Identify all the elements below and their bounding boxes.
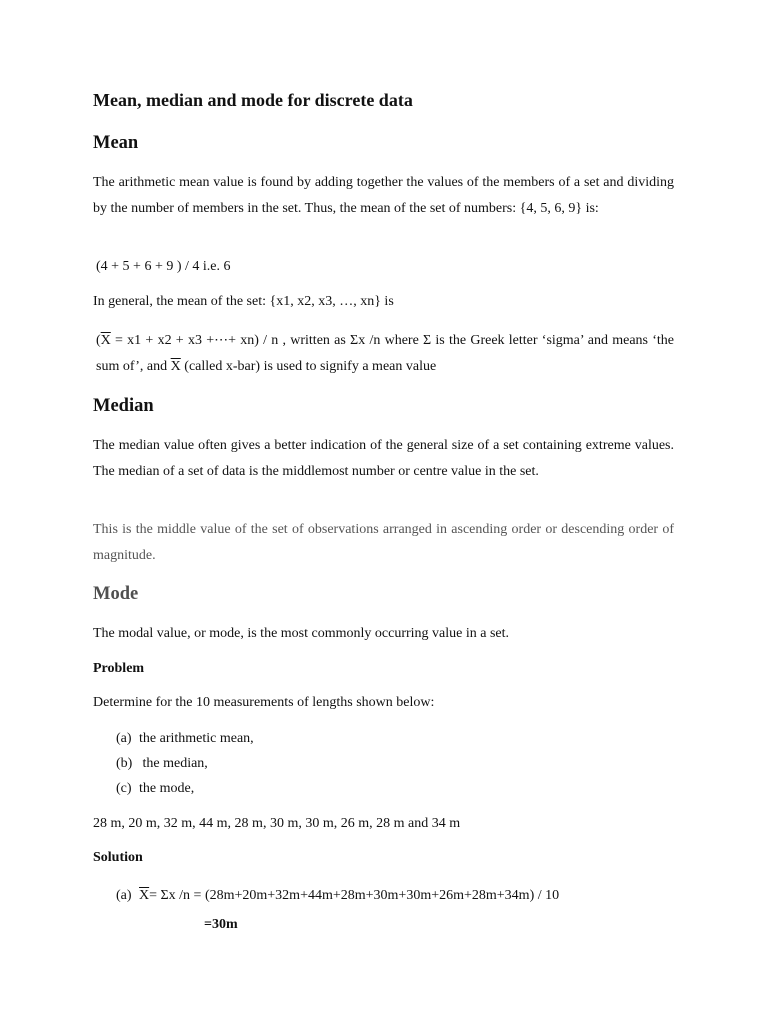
problem-item-c-label: (c): [116, 781, 132, 796]
solution-a-line: [116, 887, 559, 905]
mode-heading: Mode: [93, 584, 139, 604]
solution-heading: Solution: [93, 850, 143, 865]
median-heading: Median: [93, 396, 154, 416]
document-title: Mean, median and mode for discrete data: [93, 90, 413, 110]
formula-open-paren: (: [96, 333, 101, 348]
problem-item-b-label: (b): [116, 756, 133, 771]
problem-item-a: [116, 730, 254, 748]
median-explanation-paragraph: This is the middle value of the set of observations arranged in ascending order or descending order of magnitude.: [93, 522, 674, 563]
problem-item-c-text: the mode,: [139, 781, 195, 796]
x-bar-symbol-inline: $\overline{X}$: [170, 358, 181, 374]
problem-item-b: [116, 755, 208, 773]
problem-item-a-text: the arithmetic mean,: [139, 731, 254, 746]
x-bar-symbol: $\overline{X}$: [100, 333, 111, 348]
solution-a-formula: = Σx /n = (28m+20m+32m+44m+28m+30m+30m+26m+28m+34m) / 10: [149, 888, 560, 903]
formula-end-text: (called x-bar) is used to signify a mean value: [180, 358, 437, 374]
problem-data: 28 m, 20 m, 32 m, 44 m, 28 m, 30 m, 30 m, 26 m, 28 m and 34 m: [93, 816, 461, 831]
problem-item-b-text: the median,: [139, 756, 208, 771]
problem-item-a-label: (a): [116, 731, 132, 746]
solution-a-label: (a): [116, 888, 132, 903]
mean-formula-paragraph: [96, 328, 674, 379]
mean-heading: Mean: [93, 133, 139, 153]
formula-text: = x1 + x2 + x3 +⋯+ xn) / n , written as Σx /n where Σ is the Greek letter ‘sigma’ and means ‘the sum of’, and: [96, 333, 674, 374]
median-definition-paragraph: The median value often gives a better indication of the general size of a set containing extreme values. The median of a set of data is the middlemost number or centre value in the set.: [93, 438, 674, 479]
mean-definition-paragraph: The arithmetic mean value is found by adding together the values of the members of a set and dividing by the number of members in the set. Thus, the mean of the set of numbers: {4, 5, 6, 9} is:: [93, 175, 674, 216]
solution-x-bar-symbol: $\overline{X}$: [139, 888, 150, 903]
solution-a-result: =30m: [204, 917, 238, 932]
problem-heading: Problem: [93, 661, 145, 676]
problem-item-c: [116, 780, 194, 798]
mean-general-statement: In general, the mean of the set: {x1, x2, x3, …, xn} is: [93, 294, 394, 309]
mean-example: (4 + 5 + 6 + 9 ) / 4 i.e. 6: [96, 259, 231, 274]
mode-definition-paragraph: The modal value, or mode, is the most commonly occurring value in a set.: [93, 626, 510, 641]
problem-intro: Determine for the 10 measurements of lengths shown below:: [93, 695, 435, 710]
